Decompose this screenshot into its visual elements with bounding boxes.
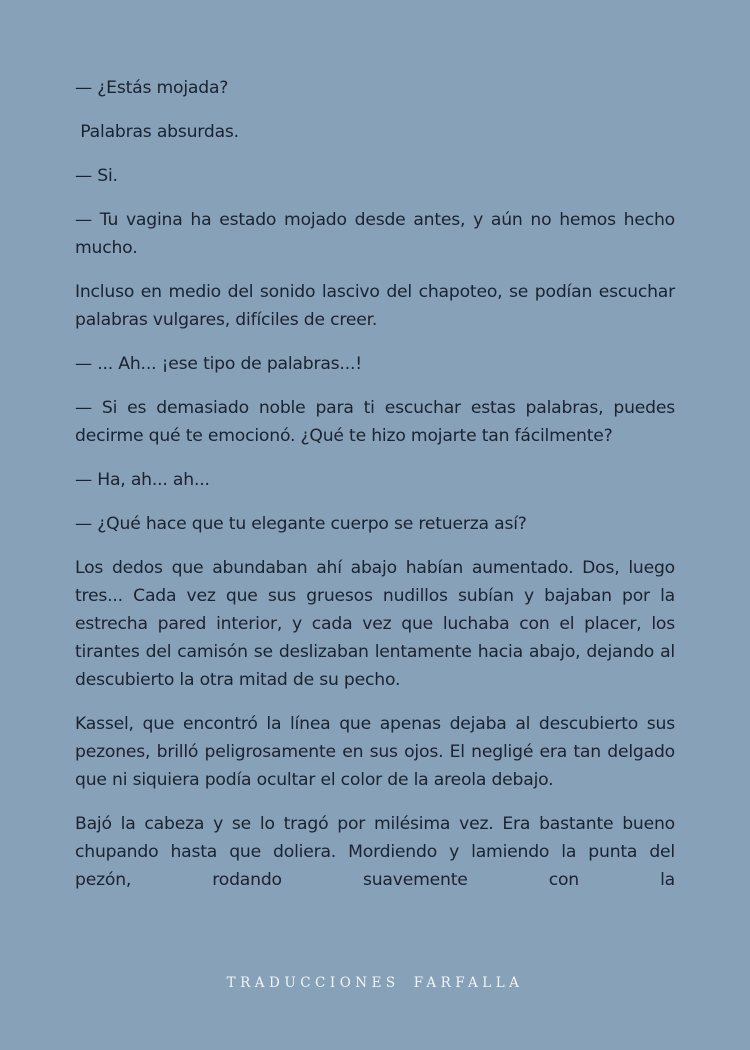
paragraph: Palabras absurdas.	[75, 122, 239, 142]
paragraph: — Si es demasiado noble para ti escuchar estas palabras, puedes decirme qué te emocionó. ¿Qué te hizo mojarte tan fácilmente?	[75, 398, 675, 446]
paragraph: Los dedos que abundaban ahí abajo habían aumentado. Dos, luego tres... Cada vez que sus gruesos nudillos subían y bajaban por la estrecha pared interior, y cada vez que luchaba con el placer, los tirantes del camisón se deslizaban lentamente hacia abajo, dejando al descubierto la otra mitad de su pecho.	[75, 558, 675, 690]
footer-word: FARFALLA	[413, 975, 524, 991]
page-body	[75, 74, 675, 910]
paragraph: — Si.	[75, 166, 118, 186]
paragraph: — ... Ah... ¡ese tipo de palabras...!	[75, 354, 362, 374]
paragraph: — Ha, ah... ah...	[75, 470, 210, 490]
paragraph: Kassel, que encontró la línea que apenas dejaba al descubierto sus pezones, brilló peligrosamente en sus ojos. El negligé era tan delgado que ni siquiera podía ocultar el color de la areola debajo.	[75, 714, 675, 790]
paragraph: Bajó la cabeza y se lo tragó por milésima vez. Era bastante bueno chupando hasta que doliera. Mordiendo y lamiendo la punta del pezón, rodando suavemente con la	[75, 814, 675, 890]
paragraph: — ¿Qué hace que tu elegante cuerpo se retuerza así?	[75, 514, 527, 534]
paragraph: — ¿Estás mojada?	[75, 78, 229, 98]
footer-word: TRADUCCIONES	[226, 975, 400, 991]
paragraph: Incluso en medio del sonido lascivo del chapoteo, se podían escuchar palabras vulgares, difíciles de creer.	[75, 282, 675, 330]
page-footer	[0, 975, 750, 991]
paragraph: — Tu vagina ha estado mojado desde antes, y aún no hemos hecho mucho.	[75, 210, 675, 258]
